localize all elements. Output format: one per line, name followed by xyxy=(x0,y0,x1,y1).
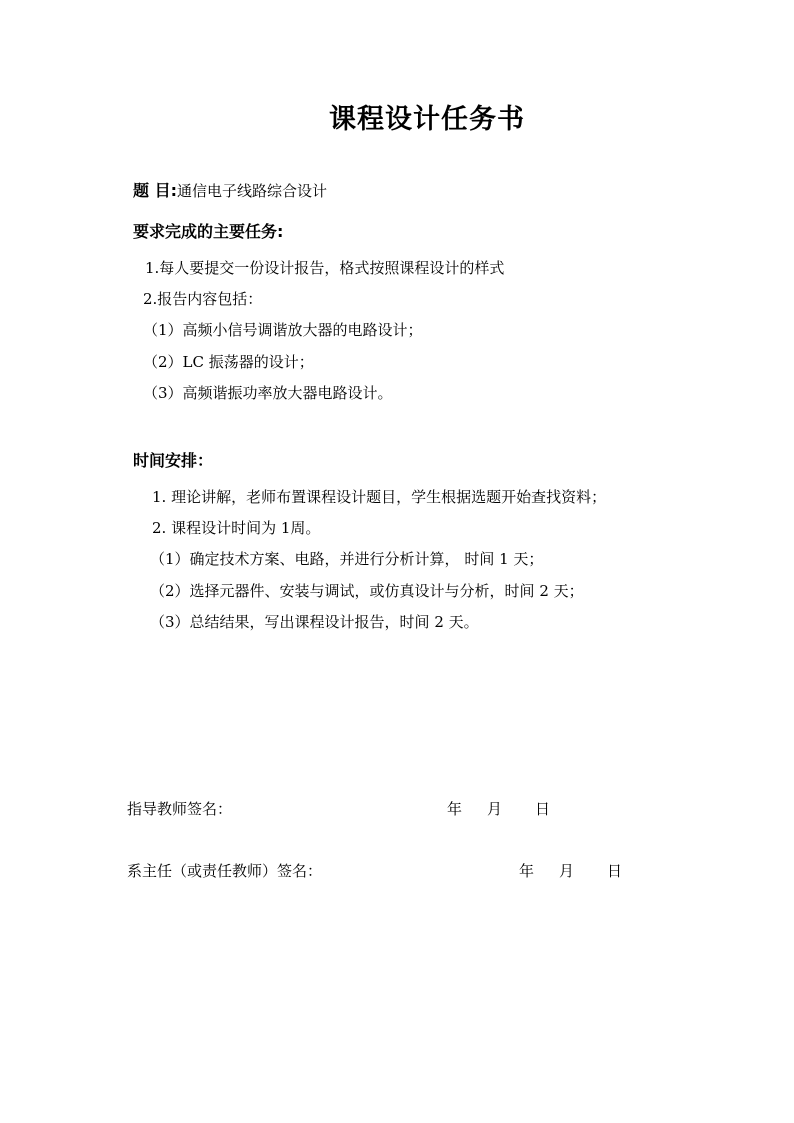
task-item-4: （2）LC 振荡器的设计； xyxy=(143,353,314,371)
director-signature-month: 月 xyxy=(559,862,575,880)
topic-value: 通信电子线路综合设计 xyxy=(176,182,327,200)
schedule-item-2: 2. 课程设计时间为 1周。 xyxy=(152,519,321,537)
tasks-heading: 要求完成的主要任务: xyxy=(133,222,284,241)
schedule-item-3: （1）确定技术方案、电路，并进行分析计算， 时间 1 天； xyxy=(150,550,544,568)
director-signature-label: 系主任（或责任教师）签名： xyxy=(127,862,323,880)
schedule-item-5: （3）总结结果，写出课程设计报告，时间 2 天。 xyxy=(150,613,479,631)
advisor-signature-month: 月 xyxy=(487,800,503,818)
task-item-2: 2.报告内容包括： xyxy=(143,290,263,308)
director-signature-year: 年 xyxy=(519,862,535,880)
task-item-5: （3）高频谐振功率放大器电路设计。 xyxy=(143,384,393,402)
schedule-item-4: （2）选择元器件、安装与调试，或仿真设计与分析，时间 2 天； xyxy=(150,582,584,600)
schedule-heading: 时间安排： xyxy=(133,451,214,470)
document-title: 课程设计任务书 xyxy=(329,104,525,135)
schedule-item-1: 1. 理论讲解，老师布置课程设计题目，学生根据选题开始查找资料； xyxy=(152,488,607,506)
topic-line xyxy=(133,181,327,201)
advisor-signature-year: 年 xyxy=(447,800,463,818)
advisor-signature-day: 日 xyxy=(535,800,551,818)
director-signature-day: 日 xyxy=(607,862,623,880)
task-item-3: （1）高频小信号调谐放大器的电路设计； xyxy=(143,321,423,339)
advisor-signature-label: 指导教师签名： xyxy=(127,800,233,818)
topic-label: 题 目: xyxy=(133,181,177,200)
task-item-1: 1.每人要提交一份设计报告，格式按照课程设计的样式 xyxy=(145,259,505,277)
